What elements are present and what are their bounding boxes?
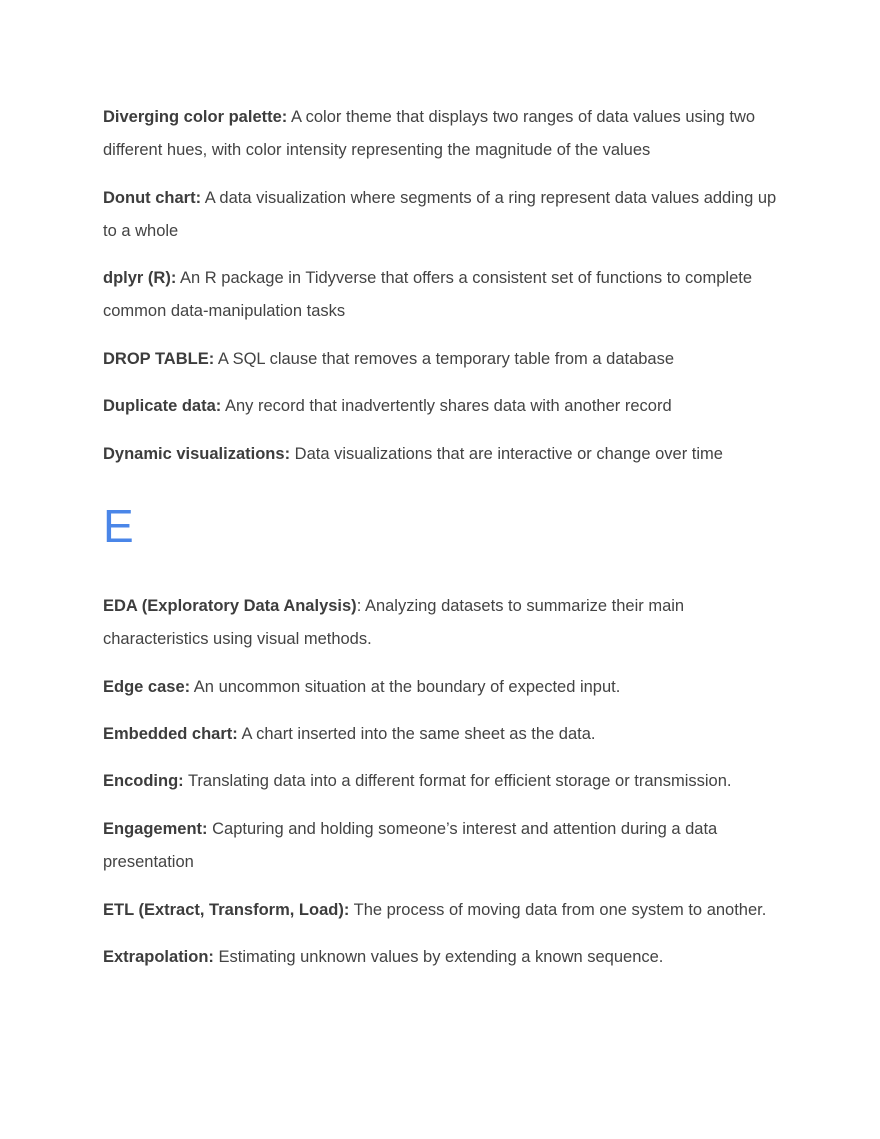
glossary-entry-diverging-color-palette [103,101,783,167]
glossary-term: Donut chart: [103,189,202,207]
glossary-entry-drop-table [103,343,783,376]
glossary-entry-dynamic-visualizations [103,438,783,471]
section-heading-e: E [103,500,134,552]
glossary-term: DROP TABLE: [103,350,215,368]
glossary-entry-engagement [103,813,783,879]
glossary-entry-donut-chart [103,182,783,248]
glossary-term: Diverging color palette: [103,108,288,126]
glossary-term: Edge case: [103,678,191,696]
glossary-entry-extrapolation [103,941,783,974]
glossary-definition: An R package in Tidyverse that offers a consistent set of functions to complete common data-manipulation tasks [103,269,753,320]
glossary-entry-etl [103,894,783,927]
glossary-definition: Translating data into a different format for efficient storage or transmission. [183,772,732,790]
glossary-definition: A color theme that displays two ranges of data values using two different hues, with color intensity representing the magnitude of the values [103,108,756,159]
glossary-entry-eda [103,590,783,656]
glossary-term: Embedded chart: [103,725,238,743]
glossary-entry-embedded-chart [103,718,783,751]
glossary-term: Engagement: [103,820,208,838]
glossary-definition: The process of moving data from one system to another. [349,901,767,919]
glossary-definition: Estimating unknown values by extending a known sequence. [213,948,664,966]
glossary-definition: Any record that inadvertently shares data with another record [221,397,672,415]
glossary-term: EDA (Exploratory Data Analysis) [103,597,357,615]
glossary-term: Duplicate data: [103,397,222,415]
glossary-entry-dplyr [103,262,783,328]
glossary-term: Dynamic visualizations: [103,445,291,463]
glossary-term: Encoding: [103,772,184,790]
glossary-definition: Capturing and holding someone’s interest and attention during a data presentation [103,820,718,871]
glossary-term: ETL (Extract, Transform, Load): [103,901,350,919]
glossary-entry-encoding [103,765,783,798]
glossary-definition: A chart inserted into the same sheet as the data. [237,725,596,743]
glossary-term: dplyr (R): [103,269,177,287]
glossary-term: Extrapolation: [103,948,214,966]
glossary-definition: A data visualization where segments of a ring represent data values adding up to a whole [103,189,777,240]
glossary-definition: : Analyzing datasets to summarize their main characteristics using visual methods. [103,597,685,648]
glossary-definition: Data visualizations that are interactive or change over time [290,445,723,463]
glossary-entry-duplicate-data [103,390,783,423]
glossary-definition: An uncommon situation at the boundary of expected input. [190,678,621,696]
glossary-entry-edge-case [103,671,783,704]
glossary-definition: A SQL clause that removes a temporary table from a database [214,350,675,368]
